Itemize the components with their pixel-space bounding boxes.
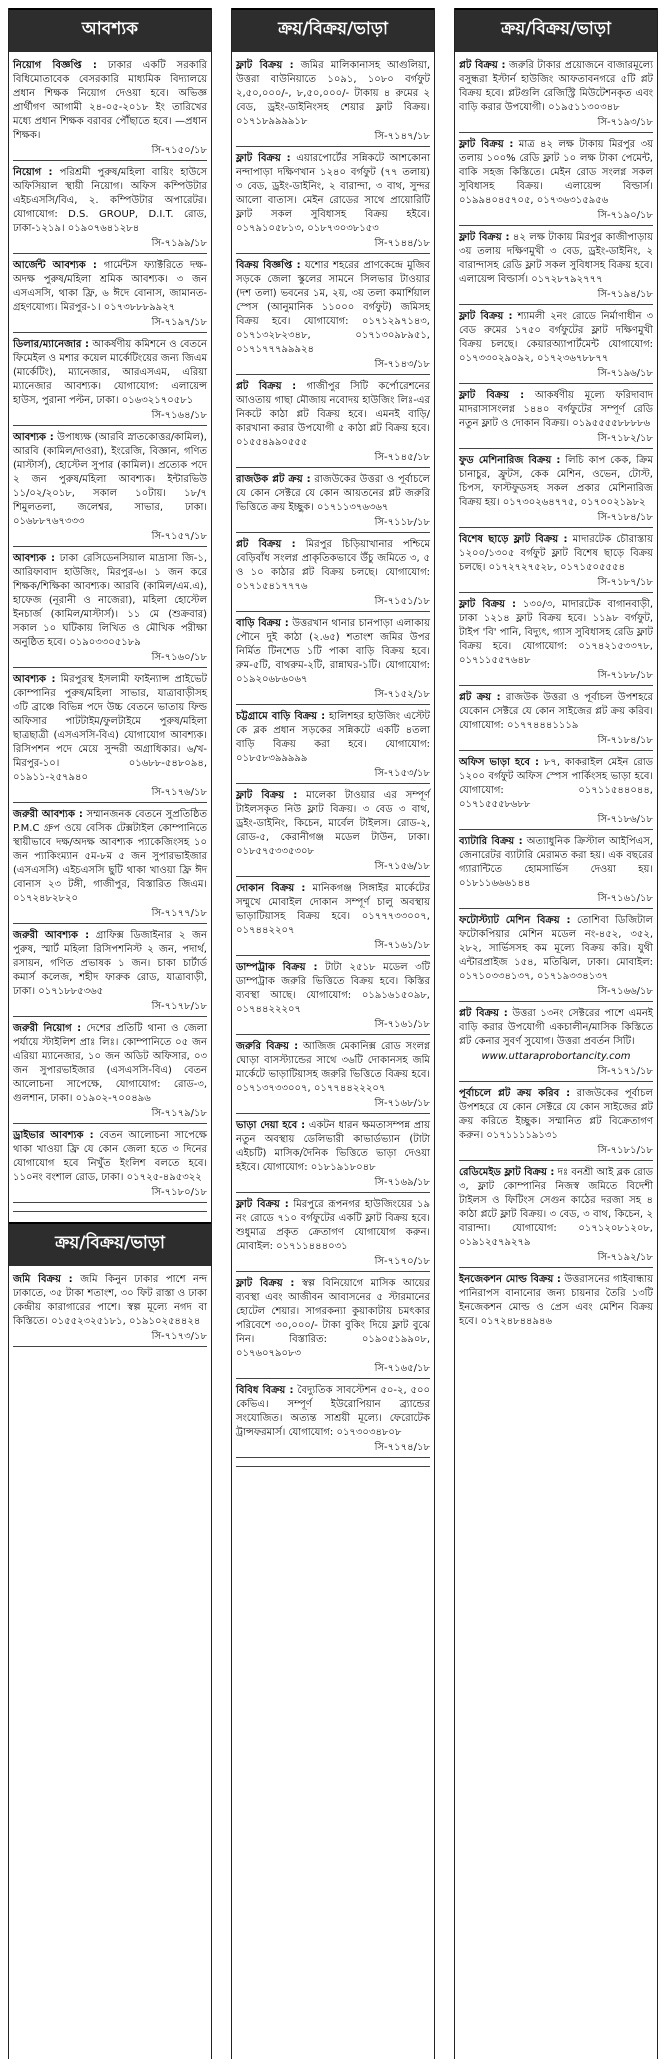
ad-code: সি-৭১৮২/১৮: [459, 431, 653, 449]
ad-item: রেডিমেইড ফ্লাট বিক্রয় : দঃ বনশ্রী আই ব্লক রোড ৩, ফ্লাট কোম্পানির নিজস্ব জমিতে বিদেশী টাইলস ও ফিটিংস সেগুন কাঠের দরজা সহ ৪ কাঠা প্লটে ফ্লাট বিক্রয়। ৩ বেড, ৩ বাথ, কিচেন, ২ বারান্দা। যোগাযোগ: ০১৭১২০৮১২০৮, ০১৯১২৫৭৯২৭৯: [459, 1167, 653, 1248]
ad-item: আবশ্যক : ঢাকা রেসিডেনসিয়াল মাদ্রাসা জি-১, আরিফাবাদ হাউজিং, মিরপুর-৬। ১ জন করে শিক্ষক/শিক্ষিকা আবশ্যক। আরবি (কামিল/এম.এ), হাফেজ (নূরানী ও নাজেরা), মহিলা হোস্টেল ইনচার্জ (কামিল/মাস্টার্স)। ১১ মে (শুক্রবার) সকাল ১০ ঘটিকায় লিখিত ও মৌখিক পরীক্ষা অনুষ্ঠিত হবে। ০১৯০৩৩০৫১৮৯: [13, 553, 208, 648]
ad-code: সি-৭১৮৬/১৮: [459, 812, 653, 830]
ad-item: জরুরী আবশ্যক : সম্মানজনক বেতনে সুপ্রতিষ্ঠিত P.M.C গ্রুপ ওয়ে বেসিক টেক্সটাইল কোম্পানিতে স্থায়ীভাবে দক্ষ/অদক্ষ আবশ্যক প্যাকেজিংসহ ১০ জন প্যাকিংম্যান ৫ম-৮ম ৫ জন সুপারভাইজার (এসএসসি) এইচএসসি ছুটি থাকা খাওয়া ফ্রি ঈদ বোনাস ২৩ টঙ্গী, গাজীপুর, বিস্তারিত জিএম। ০১৭২৪৮২৮২০: [13, 809, 207, 904]
ad-item: ফ্লাট বিক্রয় : ৪২ লক্ষ টাকায় মিরপুর কাজীপাড়ায় ৩য় তলায় দক্ষিণমুখী ৩ বেড, ড্রইং-ডাইনিং, ২ বারান্দাসহ রেডি ফ্লাট সকল সুবিধাসহ বিক্রয় হবে। এলায়েন্স বিল্ডার্স। ০১৭২৮৭৯২৭৭৭: [459, 232, 653, 285]
column-buy-sell-rent-2: [454, 8, 658, 2059]
ad-item: বিবিধ বিক্রয় : বৈদ্যুতিক সাবস্টেশন ৫০-২, ৫০০ কেভিএ। সম্পূর্ণ ইউরোপিয়ান ব্র্যান্ডের সংযোজিত। অত্যন্ত সাশ্রয়ী মূল্যে। ফেরোটেক ট্রান্সফরমার্স। যোগাযোগ: ০১৭৩০৩৪৮০৮: [236, 1385, 430, 1438]
ad-code: সি-৭১৭০/১৮: [236, 1254, 430, 1272]
ad-code: সি-৭১৫০/১৮: [13, 143, 207, 161]
ad-code: সি-৭১৭৭/১৮: [13, 906, 207, 924]
ad-code: সি-৭১৮৪/১৮: [459, 733, 653, 751]
ad-item: ড্রাইভার আবশ্যক : বেতন আলোচনা সাপেক্ষে থাকা খাওয়া ফ্রি যে কোন জেলা হতে ৩ দিনের যোগাযোগ হবে নিখুঁত ইংলিশ বলতে হবে। ১১০নং বংশাল রোড, ঢাকা। ০১৭২৫-৪৯৫৩২২: [13, 1130, 207, 1183]
ad-code: সি-৭১৭৯/১৮: [13, 1106, 207, 1124]
ad-code: [13, 1208, 207, 1212]
ad-item: ফ্লাট বিক্রয় : মালেকা টাওয়ার এর সম্পূর্ণ টাইলসকৃত নিউ ফ্লাট বিক্রয়। ৩ বেড ৩ বাথ, ড্রইং-ডাইনিং, কিচেন, মার্বেল টাইলস। রোড-২, রোড-৫, কেরানীগঞ্জ মডেল টাউন, ঢাকা। ০১৮৫৭৫৩৩৫৩০৮: [236, 790, 430, 857]
ad-code: সি-৭১৬৮/১৮: [236, 1096, 430, 1114]
ad-item: প্লট বিক্রয় : উত্তরা ১৩নং সেক্টরের পাশে এমনই বাড়ি করার উপযোগী একচালীন/মাসিক কিস্তিতে প্লট কেনার সুবর্ণ সুযোগ। উত্তরা প্রবর্তন সিটি।: [459, 1008, 653, 1047]
column-buy-sell-rent: [231, 8, 435, 2059]
ad-code: সি-৭১৬৪/১৮: [13, 408, 207, 426]
ad-item: প্লট বিক্রয় : জরুরি টাকার প্রয়োজনে বাজারমূল্যে বসুন্ধরা ইস্টার্ন হাউজিং আফতাবনগরে ৫টি প্লট বিক্রয় হবে। প্লটগুলি রেজিস্ট্রি মিউটেশনকৃত এবং বাড়ি করার উপযোগী। ০১৯৫১১৩০৩৪৮: [459, 60, 653, 113]
ad-item: ফ্লাট বিক্রয় : স্বল্প বিনিয়োগে মাসিক আয়ের ব্যবস্থা এবং আজীবন আবাসনের ৫ স্টারমানের হোটেল শেয়ার। সাগরকন্যা কুয়াকাটায় চমৎকার পরিবেশে ৩০,০০০/- টাকা বুকিং দিয়ে ফ্লাট বুঝে নিন। বিস্তারিত: ০১৯০৫১৯৯০৮, ০১৭৬০৭৯০৮৩: [236, 1278, 431, 1359]
ad-code: সি-৭১৫২/১৮: [236, 687, 430, 705]
ad-code: সি-৭১৭৮/১৮: [13, 999, 207, 1017]
ad-item: চট্টগ্রামে বাড়ি বিক্রয় : হালিশহর হাউজিং এস্টেট কে ব্লক প্রধান সড়কের সন্নিকটে একটি ৪তলা বাড়ি বিক্রয় করা হবে। যোগাযোগ: ০১৮৫৮৩৯৯৯৯৯: [236, 711, 430, 764]
ad-item: বাড়ি বিক্রয় : উত্তরখান থানার চানপাড়া এলাকায় পৌনে দুই কাঠা (২.৬৫) শতাংশ জমির উপর নির্মিত টিনশেড ১টি পাকা বাড়ি বিক্রয় হবে। রুম-৫টি, বাথরুম-২টি, রান্নাঘর-১টি। যোগাযোগ: ০১৯২০৬৮৬০৬৭: [236, 618, 430, 685]
ad-code: সি-৭১৯৩/১৮: [459, 115, 653, 133]
ad-item: আবশ্যক : উপাধ্যক্ষ (আরবি স্নাতকোত্তর/কামিল), আরবি (কামিল/দাওরা), ইংরেজি, বিজ্ঞান, গণিত (মাস্টার্স), হোস্টেল সুপার (কামিল)। প্রত্যেক পদে ২ জন পুরুষ/মহিলা আবশ্যক। ইন্টারভিউ ১১/০২/২০১৮, সকাল ১০টায়। ১৮/৭ শিমুলতলা, জলেশ্বর, সাভার, ঢাকা। ০১৬৮৮৭৬৭৩৩৩: [13, 432, 207, 527]
ad-item: আর্জেন্ট আবশ্যক : গার্মেন্টস ফ্যাক্টরিতে দক্ষ-অদক্ষ পুরুষ/মহিলা শ্রমিক আবশ্যক। ৩ জন এসএসসি, থাকা ফ্রি, ৬ ঈদে বোনাস, জামানত-গ্রহণযোগ্য। মিরপুর-১। ০১৭৩৮৮৮৯৯২৭: [13, 260, 207, 313]
ad-code: সি-৭১৬০/১৮: [13, 650, 207, 668]
ad-item: ফ্লাট বিক্রয় : আকর্ষণীয় মূল্যে ফরিদাবাদ মাদরাসাসংলগ্ন ১৪৪০ বর্গফুটের সম্পূর্ণ রেডি নতুন ফ্লাট ও দোকান বিক্রয়। ০১৯৫৫৫৫৮৮৮৮৬: [459, 390, 653, 429]
ad-item: ফ্লাট বিক্রয় : মাত্র ৪২ লক্ষ টাকায় মিরপুর ৩য় তলায় ১০০% রেডি ফ্লাট ১০ লক্ষ টাকা পেমেন্ট, বাকি সহজ কিস্তিতে। মেইন রোড সংলগ্ন সকল সুবিধাসহ বিক্রয়। এলায়েন্স বিল্ডার্স। ০১৯৯৪০৪৫৭০৫, ০১৭৩৬৩১৫৯৫৬: [459, 139, 654, 206]
ad-item: জমি বিক্রয় : জমি কিনুন ঢাকার পাশে নন্দ ঢাকাতে, ৩৫ টাকা শতাংশ, ৩০ ফিট রাস্তা ও ঢাকা কেন্দ্রীয় কারাগারের পাশে। স্বল্প মূল্যে নগদ বা কিস্তিতে। ০১৫৫২৩২৫১৮১, ০১৯১০২৫৪৪২৪: [13, 1274, 208, 1327]
ad-code: সি-৭১৭৩/১৮: [13, 1329, 207, 1347]
ad-item: জরুরী আবশ্যক : গ্রাফিক্স ডিজাইনার ২ জন পুরুষ, স্মার্ট মহিলা রিসিপশনিস্ট ২ জন, পদার্থ, রসায়ন, গণিত প্রভাষক ১ জন। চাকা চার্টার্ড কমার্স কলেজ, শহীদ ফারুক রোড, যাত্রাবাড়ী, ঢাকা। ০১৭১৮৮৫৩৬৫: [13, 930, 207, 997]
ad-item: দোকান বিক্রয় : মানিকগঞ্জ সিঙ্গাইর মার্কেটের সম্মুখে মোবাইল দোকান সম্পূর্ণ চালু অবস্থায় ভাড়াটিয়াসহ বিক্রয় হবে। ০১৭৭৭৩৩০০৭, ০১৭৪৪২২০৭: [236, 883, 430, 936]
section-header: ক্রয়/বিক্রয়/ভাড়া: [455, 8, 657, 52]
ad-item: ডিলার/ম্যানেজার : আকর্ষণীয় কমিশনে ও বেতনে ফিমেইল ও মশার কয়েল মার্কেটিংয়ের জন্য জিএম (মার্কেটিং), ম্যানেজার, আরএসএম, এরিয়া ম্যানেজার আবশ্যক। যোগাযোগ: এলায়েন্স হাউস, পুরানা পল্টন, ঢাকা। ০১৬৩২১৭০৫৮১: [13, 339, 207, 406]
column-jobs: [8, 8, 212, 2059]
ad-code: সি-৭১৬৯/১৮: [236, 1175, 430, 1193]
ad-code: সি-৭১৪৫/১৮: [236, 450, 430, 468]
ad-code: সি-৭১৫৩/১৮: [236, 766, 430, 784]
section-header: ক্রয়/বিক্রয়/ভাড়া: [9, 1222, 211, 1266]
ad-item: পূর্বাচলে প্লট ক্রয় করিব : রাজউকের পূর্বাচল উপশহরে যে কোন সেক্টরে যে কোন সাইজের প্লট ক্রয় করিতে ইচ্ছুক। সম্মানিত প্লট বিক্রেতাগণ করুন। ০১৭১১১১৯১৩১: [459, 1088, 653, 1141]
ad-item: ফ্লাট বিক্রয় : মিরপুরে রূপনগর হাউজিংয়ের ১৯ নং রোডে ৭১০ বর্গফুটের একটি ফ্লাট বিক্রয় হবে। শুধুমাত্র প্রকৃত ক্রেতাগণ যোগাযোগ করুন। মোবাইল: ০১৭১১৪৪৪০৩১: [236, 1199, 430, 1252]
ad-code: সি-৭১৭১/১৮: [459, 1064, 653, 1082]
ad-item: বিক্রয় বিজ্ঞপ্তি : যশোর শহরের প্রাণকেন্দ্রে মুজিব সড়কে জেলা স্কুলের সামনে সিলভার টাওয়ার (দশ তলা) ভবনের ১ম, ২য়, ৩য় তলা কমার্শিয়াল স্পেস (আনুমানিক ১১০০০ বর্গফুট) জমিসহ বিক্রয় হবে। যোগাযোগ: ০১৭১২৯৭১৪৩, ০১৭১৩২৮২৩৪৮, ০১৭১৩০৯৮৯৫১, ০১৭১৭৭৭৯৯৯২৪: [236, 260, 430, 355]
ad-item: ভাড়া দেয়া হবে : একটন ধারন ক্ষমতাসম্পন্ন প্রায় নতুন অবস্থায় ডেলিভারী কাভার্ডভ্যান (টাটা এইচটি) মাসিক/দৈনিক ভিত্তিতে ভাড়া দেওয়া হইবে। যোগাযোগ: ০১৮১৯১৮০৪৮: [236, 1120, 430, 1173]
ad-item: রাজউক প্লট ক্রয় : রাজউকের উত্তরা ও পূর্বাচলে যে কোন সেক্টরে যে কোন আয়তনের প্লট জরুরি ভিত্তিতে ক্রয় ইচ্ছুক। ০১৭১১৩৭৬৩৬৭: [236, 474, 430, 513]
ad-item: ফ্লাট বিক্রয় : ১৩০/৩, মাদারটেক বাগানবাড়ী, ঢাকা ১২১৪ ফ্লাট বিক্রয় হবে। ১১৯৮ বর্গফুট, টাইপ 'বি' পানি, বিদ্যুৎ, গ্যাস সুবিধাসহ রেডি ফ্লাট বিক্রয় হবে। যোগাযোগ: ০১৭৪২১৫৩৩৭৮, ০১৭১১৫৫৭৬৪৮: [459, 599, 654, 666]
ad-item: আবশ্যক : মিরপুরস্থ ইসলামী ফাইন্যান্স প্রাইভেট কোম্পানির পুরুষ/মহিলা সাভার, যাত্রাবাড়ীসহ ৩টি ব্রাঞ্চে বিভিন্ন পদে উচ্চ বেতনে ভাতায় ফিল্ড অফিসার পাটটাইম/ফুলটাইমে পুরুষ/মহিলা ছাত্রছাত্রী (এসএসসি-বিএ) যোগাযোগ আবশ্যক। রিসিপশন পদে মেয়ে সুন্দরী অগ্রাধিকার। ৬/খ-মিরপুর-১০। ০১৬৮৮-৫৪৮০৯৪, ০১৯১১-২৫৭৯৪০: [13, 674, 208, 783]
ad-code: সি-৭১৯৪/১৮: [459, 287, 653, 305]
ad-item: ফ্লাট বিক্রয় : এয়ারপোর্টের সন্নিকটে আশকোনা নন্দাপাড়া দক্ষিণখান ১২৪০ বর্গফুট (৭৭ তলায়) ৩ বেড, ড্রইং-ডাইনিং, ২ বারান্দা, ৩ বাথ, সুন্দর আলো বাতাস। মেইন রোডের সাথে প্রায়োরিটি ফ্লাট সকল সুবিধাসহ বিক্রয় হইবে। ০১৭৯১০৫৮১৩, ০১৮৭৩০৩৮১৫৩: [236, 153, 431, 234]
ad-code: সি-৭১৬৫/১৮: [236, 1361, 430, 1379]
ad-item: ব্যাটারি বিক্রয় : অত্যাধুনিক ক্রিস্টাল আইপিএস, জেনারেটর ব্যাটারি মেরামত করা হয়। এক বছরের গ্যারান্টিতে হোমসার্ভিস দেওয়া হয়। ০১৮১১৬৬৬১৪৪: [459, 836, 654, 889]
ad-code: সি-৭১৭৬/১৮: [13, 785, 207, 803]
ad-item: ইনজেকশন মোল্ড বিক্রয় : উত্তরাসনের গাইবান্ধায় পানিরাপস বানানোর জন্য চায়নার তৈরি ১৩টি ইনজেকশন মোল্ড ও প্রেস এবং মেশিন বিক্রয় হবে। ০১৭২৪৮৪৪৯৪৬: [459, 1274, 653, 1327]
ad-code: সি-৭১৬১/১৮: [236, 1017, 430, 1035]
ad-code: সি-৭১৬১/১৮: [236, 938, 430, 956]
section-header: ক্রয়/বিক্রয়/ভাড়া: [232, 8, 434, 52]
ad-item: ডাম্পট্রাক বিক্রয় : টাটা ২৫১৮ মডেল ৩টি ডাম্পট্রাক জরুরি ভিত্তিতে বিক্রয় হবে। কিস্তির ব্যবস্থা আছে। যোগাযোগ: ০১৯১৬১৫০৯৮, ০১৭৪৪২২২০৭: [236, 962, 430, 1015]
section-header: আবশ্যক: [9, 8, 211, 52]
ad-code: সি-৭১৮০/১৮: [13, 1185, 207, 1203]
ad-code: সি-৭১৫১/১৮: [236, 594, 430, 612]
website-link[interactable]: www.uttaraprobortancity.com: [481, 1051, 631, 1062]
ad-item: বিশেষ ছাড়ে ফ্লাট বিক্রয় : মাদারটেক চৌরাস্তায় ১২০০/১৩০৫ বর্গফুট ফ্লাট বিশেষ ছাড়ে বিক্রয় চলছে। ০১৭২৭২৭৫২৮, ০১৭১৫০৫৫৫৪: [459, 534, 653, 573]
ad-item: প্লট ক্রয় : রাজউক উত্তরা ও পূর্বাচল উপশহরে যেকোন সেক্টরে যে কোন সাইজের প্লট ক্রয় করিব। যোগাযোগ: ০১৭৭৪৪৪১১১৯: [459, 692, 653, 731]
ad-code: সি-৭১৯৭/১৮: [13, 315, 207, 333]
ad-code: সি-৭১৮৭/১৮: [459, 575, 653, 593]
ad-code: সি-৭১৯৬/১৮: [459, 366, 653, 384]
ad-code: সি-৭১৯২/১৮: [459, 1250, 653, 1268]
ad-code: সি-৭১৮১/১৮: [459, 1143, 653, 1161]
ad-code: সি-৭১৮৮/১৮: [459, 668, 653, 686]
ad-code: সি-৭১৫৭/১৮: [13, 529, 207, 547]
ad-code: সি-৭১৪৭/১৮: [236, 129, 430, 147]
ad-code: [236, 1463, 430, 1467]
ad-code: সি-৭১৬১/১৮: [459, 891, 653, 909]
ad-code: সি-৭১৯৯/১৮: [13, 236, 207, 254]
ad-code: সি-৭১৭৪/১৮: [236, 1440, 430, 1458]
ad-item: জরুরি বিক্রয় : আজিজ মেকানিক্স রোড সংলগ্ন ঘোড়া বাসস্ট্যান্ডের সাথে ৩৬টি দোকানসহ জমি মার্কেটে ভাড়াটিয়াসহ জরুরি ভিত্তিতে বিক্রয় হবে। ০১৭১৩৭৩৩০০৭, ০১৭৭৪৪২২২০৭: [236, 1041, 430, 1094]
ad-item: ফটোস্ট্যাট মেশিন বিক্রয় : তোশিবা ডিজিটাল ফটোকপিয়ার মেশিন মডেল নং-৪৫২, ৩৫২, ২৮২, সার্ভিসসহ কম মূল্যে বিক্রয় করি। যুথী এন্টারপ্রাইজ ১৫৪, মতিঝিল, ঢাকা। মোবাইল: ০১৭১০৩৩৪১৩৭, ০১৭১৯৩৩৪১৩৭: [459, 915, 654, 982]
ad-item: অফিস ভাড়া হবে : ৮৭, কাকরাইল মেইন রোড ১২০০ বর্গফুট অফিস স্পেস পার্কিংসহ ভাড়া হবে। যোগাযোগ: ০১৭১১৫৪৪০৪৪, ০১৭১৫৫৫৮৬৮৮: [459, 757, 654, 810]
ad-code: সি-৭১৪৪/১৮: [236, 236, 430, 254]
ad-item: ফুড মেশিনারিজ বিক্রয় : লিচি কাপ কেক, ক্রিম চানাচুর, ফ্রুটস, কেক মেশিন, ওভেন, টোস্ট, চিপস, ফাস্টফুডসহ সকল প্রকার মেশিনারিজ বিক্রয় হয়। ০১৭৩০২৬৪৭৭৫, ০১৭০০২১৯৮২: [459, 455, 654, 508]
ad-item: ফ্লাট বিক্রয় : শ্যামলী ২নং রোডে নির্মাণাধীন ৩ বেড রুমের ১৭৫০ বর্গফুটের ফ্লাট দক্ষিণমুখী বিক্রয় চলছে। কেয়ারঅ্যাপার্টমেন্ট যোগাযোগ: ০১৭৩৩০২৯০৯২, ০১৭২৩৬৭৮৮৭৭: [459, 311, 654, 364]
ad-code: সি-৭১৬৬/১৮: [459, 984, 653, 1002]
ad-code: সি-৭১১৮/১৮: [236, 515, 430, 533]
ad-item: প্লট বিক্রয় : মিরপুর চিড়িয়াখানার পশ্চিমে বেড়িবাঁধ সংলগ্ন প্রাকৃতিকভাবে উঁচু জমিতে ৩, ৫ ও ১০ কাঠার প্লট বিক্রয় চলছে। যোগাযোগ: ০১৭১৫৪১৭৭৭৬: [236, 539, 430, 592]
ad-item: ফ্লাট বিক্রয় : জমির মালিকানাসহ আগুলিয়া, উত্তরা বাউনিয়াতে ১০৯১, ১০৮০ বর্গফুট ২,৫০,০০০/-, ৮,৫০,০০০/- টাকায় ৪ রুমের ২ বেড, ড্রইং-ডাইনিংসহ শেয়ার ফ্লাট বিক্রয়। ০১৭১৮৯৯৯৯১৮: [236, 60, 430, 127]
ad-item: নিয়োগ বিজ্ঞপ্তি : ঢাকার একটি সরকারি বিধিমোতাবেক বেসরকারি মাধ্যমিক বিদ্যালয়ে প্রধান শিক্ষক নিয়োগ দেওয়া হবে। অভিজ্ঞ প্রার্থীগণ আগামী ২৪-০৫-২০১৮ ইং তারিখের মধ্যে প্রধান শিক্ষক বরাবর পৌঁছাতে হবে। —প্রধান শিক্ষক।: [13, 60, 207, 141]
ad-item: নিয়োগ : পরিশ্রমী পুরুষ/মহিলা বায়িং হাউসে অফিসিয়াল স্থায়ী নিয়োগ। অফিস কম্পিউটার এইচএসসি/বিএ, ২. কম্পিউটার অপারেটর। যোগাযোগ: D.S. GROUP, D.I.T. রোড, ঢাকা-১২১৯। ০১৯০৭৬৪১২৮৪: [13, 167, 207, 234]
ad-code: সি-৭১৯০/১৮: [459, 208, 653, 226]
ad-code: সি-৭১৪৩/১৮: [236, 357, 430, 375]
ad-item: প্লট বিক্রয় : গাজীপুর সিটি কর্পোরেশনের আওতায় গাছা মৌজায় নবোদয় হাউজিং লিঃ-এর নিকটে কাঠা প্লট বিক্রয় হবে। এমনই বাড়ি/কারখানা করার উপযোগী ৫ কাঠা প্লট বিক্রয় হবে। ০১৫৫৪৯৯০৫৫৫: [236, 381, 430, 448]
ad-item: জরুরী নিয়োগ : দেশের প্রতিটি থানা ও জেলা পর্যায়ে স্টাইলিশ প্রাঃ লিঃ। কোম্পানিতে ০৫ জন এরিয়া ম্যানেজার, ১০ জন অডিট অফিসার, ০৩ জন সুপারভাইজার (এসএসসি-বিএ) বেতন আলোচনা সাপেক্ষে, যোগাযোগ: রোড-৩, গুলশান, ঢাকা। ০১৯০২-৭০০৪৯৬: [13, 1023, 207, 1104]
ad-code: সি-৭১৫৬/১৮: [236, 859, 430, 877]
ad-code: সি-৭১৮৪/১৮: [459, 510, 653, 528]
